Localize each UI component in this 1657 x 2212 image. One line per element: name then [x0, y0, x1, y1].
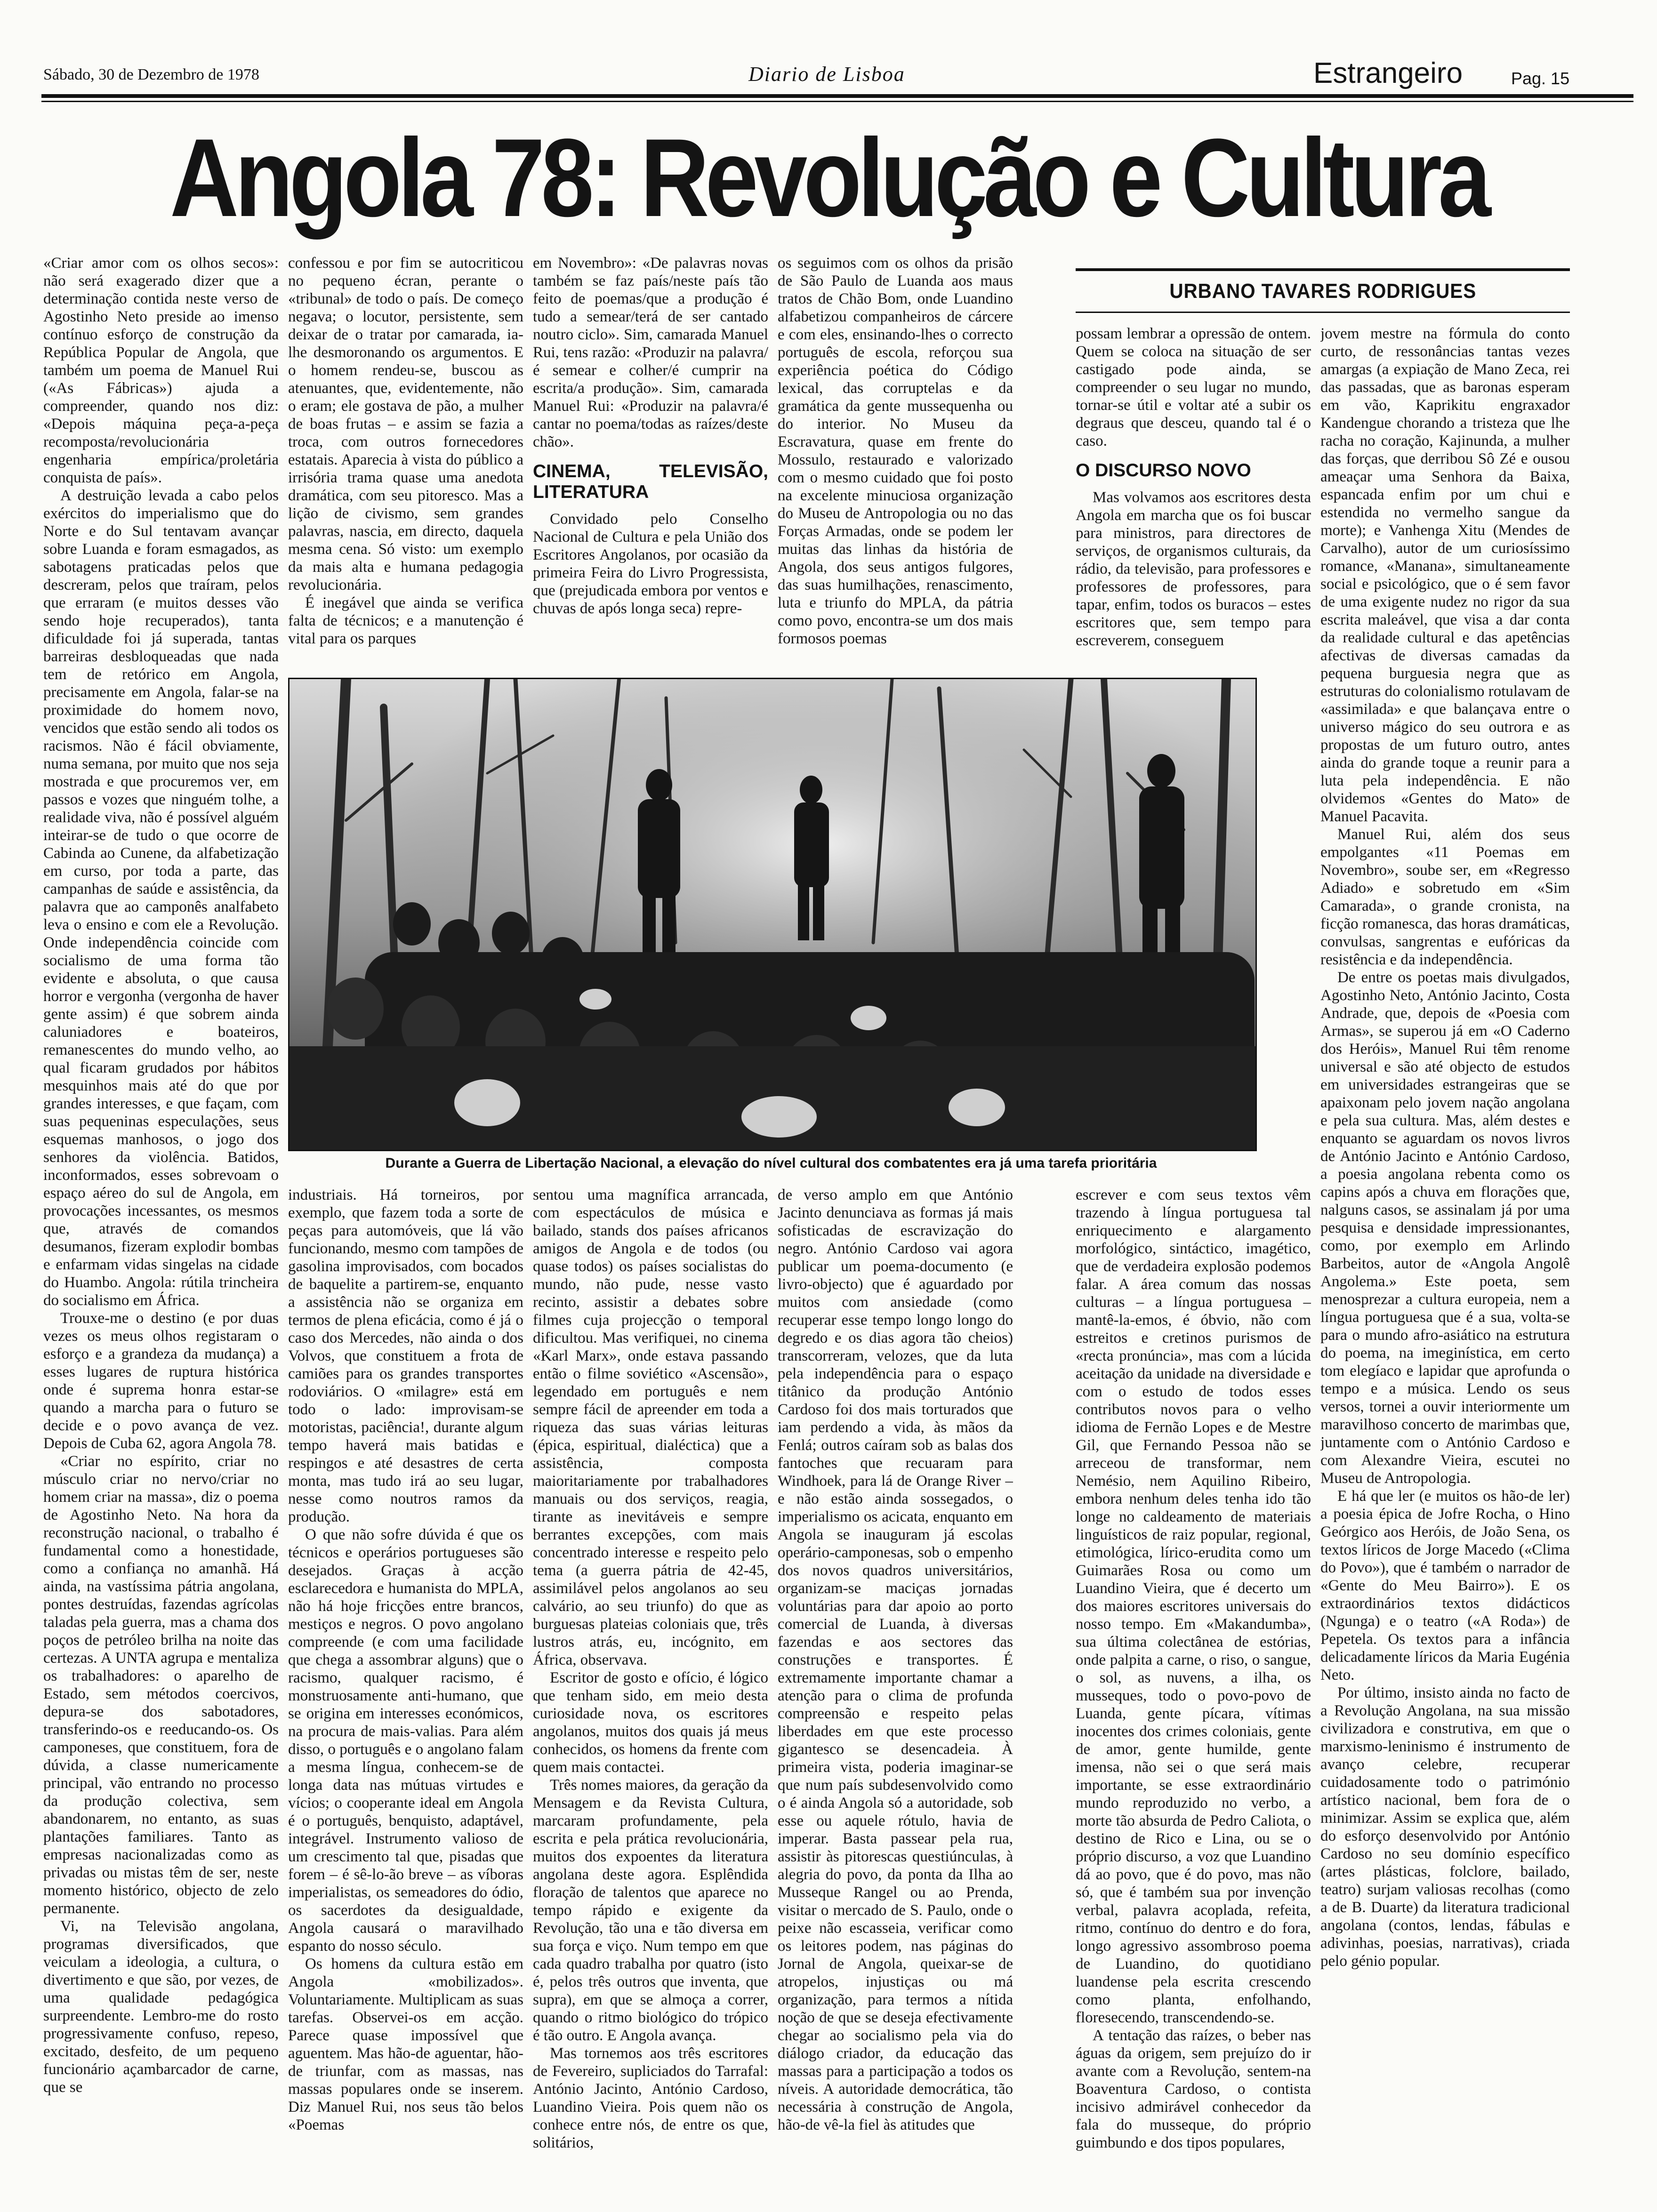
paragraph: Escritor de gosto e ofício, é lógico que tenham sido, em meio desta curiosidade nova, os escritores angolanos, muitos dos quais já meus conhecidos, os homens da frente com quem mais contactei.: [533, 1669, 768, 1776]
paragraph: «Criar amor com os olhos secos»: não será exagerado dizer que a determinação contida neste verso de Agostinho Neto preside ao imenso contínuo esforço de construção da República Popular de Angola, que também um poema de Manuel Rui («As Fábricas») ajuda a compreender, quando nos diz: «Depois máquina peça-a-peça recomposta/revolucionária engenharia empírica/proletária conquista de país».: [43, 255, 279, 486]
paragraph: Vi, na Televisão angolana, programas diversificados, que veiculam a ideologia, a cultura, o divertimento e que são, por vezes, de uma qualidade pedagógica surpreendente. Lembro-me do rosto progressivamente confuso, repeso, excitado, desfeito, de um pequeno funcionário açambarcador de carne, que se: [43, 1918, 279, 2096]
column-2-bottom: [288, 1186, 523, 2184]
paragraph: Trouxe-me o destino (e por duas vezes os meus olhos registaram o esforço e a grandeza da mudança) a esses lugares de ruptura histórica onde é suprema honra estar-se quando a marcha para o futuro se decide e o povo avança de vez. Depois de Cuba 62, agora Angola 78.: [43, 1310, 279, 1452]
masthead-rule: [41, 94, 1633, 98]
subhead-cinema: CINEMA, TELEVISÃO, LITERATURA: [533, 461, 768, 502]
byline-box: [1076, 268, 1570, 313]
paragraph: Os homens da cultura estão em Angola «mobilizados». Voluntariamente. Multiplicam as suas tarefas. Observei-os em acção. Parece quase impossível que aguentem. Mas hão-de aguentar, hão-de triunfar, com as massas, nas massas populares onde se inserem. Diz Manuel Rui, nos seus tão belos «Poemas: [288, 1956, 523, 2133]
paragraph: A destruição levada a cabo pelos exércitos do imperialismo que do Norte e do Sul tentavam avançar sobre Luanda e foram esmagados, as sabotagens praticadas pelos que descreram, pelos que traíram, pelos que erraram (e muitos desses vão sendo hoje recuperados), tanta dificuldade foi já superada, tantas barreiras desbloqueadas que nada tem de retórico em Angola, precisamente em Angola, falar-se na proximidade do homem novo, vencidos que estão sendo ali todos os racismos. Não é fácil obviamente, numa semana, por muito que nos seja mostrada e que procuremos ver, em passos e vozes que ninguém tolhe, a realidade viva, não é possível alguém inteirar-se de tudo o que ocorre de Cabinda ao Cunene, da alfabetização em curso, por toda a parte, das campanhas de saúde e assistência, da palavra que ao camponês analfabeto leva o ensino e com ele a Revolução. Onde independência coincide com socialismo de uma forma tão evidente e absoluta, o que causa horror e vergonha (vergonha de haver gente assim) é que sobrem ainda caluniadores e boateiros, remanescentes do mundo velho, ao qual ficaram grudados por hábitos mesquinhos mais até do que por grandes interesses, e que façam, com suas pequeninas especulações, seus esquemas manhosos, o jogo dos senhores da violência. Batidos, inconformados, esses sobrevoam o espaço aéreo do sul de Angola, em provocações incessantes, os mesmos que, através de comandos desumanos, fizeram explodir bombas e enfarmam vidas singelas na cidade do Huambo. Angola: rútila trincheira do socialismo em África.: [43, 487, 279, 1309]
masthead-rule-thin: [41, 101, 1633, 102]
paragraph: «Criar no espírito, criar no músculo criar no nervo/criar no homem criar na massa», diz o poema de Agostinho Neto. Na hora da reconstrução nacional, o trabalho é fundamental como a honestidade, como a confiança no amanhã. Há ainda, na vastíssima pátria angolana, pontes destruídas, fazendas agrícolas taladas pela guerra, mas a chama dos poços de petróleo brilha na noite das certezas. A UNTA agrupa e mentaliza os trabalhadores: o aparelho de Estado, sem métodos coercivos, depura-se dos sabotadores, transferindo-os e reeducando-os. Os camponeses, que constituem, fora de dúvida, a classe numericamente principal, vão entrando no processo da produção colectiva, sem abandonarem, no entanto, as suas plantações familiares. Tanto as empresas nacionalizadas como as privadas ou mistas têm de ser, neste momento histórico, objecto de zelo permanente.: [43, 1453, 279, 1917]
paragraph: E há que ler (e muitos os hão-de ler) a poesia épica de Jofre Rocha, o Hino Geórgico aos Heróis, de João Sena, os textos líricos de Jorge Macedo («Clima do Povo»), que é também o narrador de «Gente do Meu Bairro»). E os extraordinários textos didácticos (Ngunga) e o teatro («A Roda») de Pepetela. Os textos para a infância delicadamente líricos da Maria Eugénia Neto.: [1320, 1488, 1570, 1683]
column-4-top: [778, 254, 1013, 668]
column-3-bottom: [533, 1186, 768, 2184]
paragraph: O que não sofre dúvida é que os técnicos e operários portugueses são desejados. Graças à acção esclarecedora e humanista do MPLA, não há hoje fricções entre brancos, mestiços e negros. O povo angolano compreende (e com uma facilidade que chega a assombrar alguns) que o racismo, qualquer racismo, é monstruosamente anti-humano, que se origina em interesses económicos, na procura de mais-valias. Para além disso, o português e o angolano falam a mesma língua, conhecem-se de longa data nas mútuas virtudes e vícios; o cooperante ideal em Angola é o português, benquisto, adaptável, integrável. Instrumento valioso de um crescimento tal que, pisadas que forem – é sê-lo-ão breve – as víboras imperialistas, os semeadores do ódio, os sacerdotes da desigualdade, Angola causará o maravilhado espanto do nosso século.: [288, 1526, 523, 1955]
paragraph: escrever e com seus textos vêm trazendo à língua portuguesa tal enriquecimento e alargamento morfológico, sintáctico, imagético, que de verdadeira explosão podemos falar. A área comum das nossas culturas – a língua portuguesa – mantê-la-emos, é óbvio, não com estreitos e cretinos purismos de «recta pronúncia», mas com a lúcida aceitação da unidade na diversidade e com o estudo de todos esses contributos novos para o velho idioma de Fernão Lopes e de Mestre Gil, que Fernando Pessoa não se arreceou de transformar, nem Nemésio, nem Aquilino Ribeiro, embora nenhum deles tenha ido tão longe no caldeamento de materiais linguísticos de raiz popular, regional, etimológica, lírico-erudita como um Guimarães Rosa ou como um Luandino Vieira, que é decerto um dos maiores escritores universais do nosso tempo. Em «Makandumba», sua última colectânea de estórias, onde palpita a carne, o riso, o sangue, o sol, as nuvens, a ilha, os musseques, todo o povo-povo de Luanda, gente pícara, vítimas inocentes dos crimes coloniais, gente de amor, gente humilde, gente imensa, não sei o que será mais importante, se esse extraordinário mundo reproduzido no verbo, a morte tão absurda de Pedro Caliota, o destino de Rico e Lina, ou se o próprio discurso, a voz que Luandino dá ao povo, que é do povo, mas não só, que é também sua por invenção verbal, palavra acoplada, refeita, ritmo, contínuo do dentro e do fora, longo agressivo assombroso poema de Luandino, do quotidiano luandense pela escrita crescendo como planta, enfolhando, floresecendo, transcendendo-se.: [1076, 1186, 1311, 2026]
column-3-top: [533, 254, 768, 668]
paragraph: industriais. Há torneiros, por exemplo, que fazem toda a sorte de peças para automóveis, que lá vão funcionando, mesmo com tampões de gasolina improvisados, com bocados de baquelite a partirem-se, enquanto a assistência não se organiza em termos de plena eficácia, como é já o caso dos Mercedes, não ainda o dos Volvos, que constituem a frota de camiões para os grandes transportes rodoviários. O «milagre» está em todo o lado: improvisam-se motoristas, paciência!, durante algum tempo haverá mais batidas e respingos e até desastres de certa monta, mas tudo irá ao seu lugar, nesse como noutros ramos da produção.: [288, 1186, 523, 1525]
column-4-bottom: [778, 1186, 1013, 2184]
paragraph: jovem mestre na fórmula do conto curto, de ressonâncias tantas vezes amargas (a expiação de Mano Zeca, rei das passadas, que as baronas esperam em vão, Kaprikitu engraxador Kandengue chorando a tristeza que lhe racha no coração, Kajinunda, a mulher das forças, que derribou Sô Zé e ousou ameaçar uma Senhora da Baixa, espancada enfim por um chui e estendida no vermelho sangue da morte); e Vanhenga Xitu (Mendes de Carvalho), autor de um curiosíssimo romance, «Manana», simultaneamente social e psicológico, que o é sem favor de uma exigente nudez no rigor da sua escrita maleável, que visa a dar conta da realidade cultural e das apetências afectivas de diversas camadas da pequena burguesia negra que as estruturas do colonialismo rotulavam de «assimilada» e que balançava entre o universo mágico do seu outrora e as propostas de um futuro outro, antes ainda do grande toque a reunir para a luta pela independência. E não olvidemos «Gentes do Mato» de Manuel Pacavita.: [1320, 325, 1570, 825]
page-number: Pag. 15: [1511, 69, 1570, 88]
headline: Angola 78: Revolução e Cultura: [169, 116, 1488, 240]
paragraph: confessou e por fim se autocriticou no pequeno écran, perante o «tribunal» de todo o país. De começo negava; o locutor, persistente, sem deixar de o tratar por camarada, ia-lhe desmoronando os argumentos. E o homem rendeu-se, buscou as atenuantes, que, evidentemente, não o eram; ele gostava de pão, a mulher de boas frutas – e assim se fazia a troca, com outros fornecedores estatais. Aparecia à vista do público a irrisória trama quase uma anedota dramática, com seu pitoresco. Mas a lição de civismo, sem grandes palavras, nascia, em directo, daquela mesma cena. Só visto: um exemplo da mais alta e humana pedagogia revolucionária.: [288, 255, 523, 593]
paragraph: Três nomes maiores, da geração da Mensagem e da Revista Cultura, marcaram profundamente, pela escrita e pela prática revolucionária, muitos dos expoentes da literatura angolana deste agora. Esplêndida floração de talentos que aparece no tempo rápido e exigente da Revolução, tão una e tão diversa em sua força e viço. Num tempo em que cada quadro trabalha por quatro (isto é, pelos três outros que inventa, que supra), em que se almoça a correr, quando o ritmo biológico do trópico é tão outro. E Angola avança.: [533, 1777, 768, 2044]
column-5-top: [1076, 325, 1311, 668]
paragraph: os seguimos com os olhos da prisão de São Paulo de Luanda aos maus tratos de Chão Bom, onde Luandino alfabetizou companheiros de cárcere e com eles, ensinando-lhes o correcto português de escola, reforçou sua experiência poética do Código lexical, das corruptelas e da gramática da gente mussequenha ou do interior. No Museu da Escravatura, quase em frente do Mossulo, restaurado e valorizado com o mesmo cuidado que foi posto na excelente minuciosa organização do Museu de Antropologia ou no das Forças Armadas, onde se podem ler muitas das linhas da história de Angola, dos seus antigos fulgores, das suas humilhações, renascimento, luta e triunfo do MPLA, da pátria como povo, encontra-se um dos mais formosos poemas: [778, 255, 1013, 647]
newspaper-title: Diario de Lisboa: [748, 63, 905, 86]
paragraph: sentou uma magnífica arrancada, com espectáculos de música e bailado, stands dos países africanos amigos de Angola e de todos (ou quase todos) os países socialistas do mundo, não pude, nesse vasto recinto, assistir a debates sobre filmes cuja projecção o temporal dificultou. Mas verifiquei, no cinema «Karl Marx», onde estava passando então o filme soviético «Ascensão», legendado em português e nem sempre fácil de apreender em toda a riqueza das suas várias leituras (épica, espiritual, dialéctica) que a assistência, composta maioritariamente por trabalhadores manuais ou dos serviços, reagia, tirante as inevitáveis e sempre berrantes excepções, com mais concentrado interesse e respeito pelo tema (a guerra pátria de 42-45, assimilável pelos angolanos ao seu calvário, ao seu triunfo) do que as burguesas plateias coloniais que, três lustros atrás, eu, incógnito, em África, observava.: [533, 1186, 768, 1668]
masthead-date: Sábado, 30 de Dezembro de 1978: [43, 66, 259, 83]
section-label: Estrangeiro: [1313, 57, 1463, 89]
photo-guerrilla-meeting: [288, 678, 1257, 1151]
byline: URBANO TAVARES RODRIGUES: [1169, 280, 1476, 303]
photo-caption: Durante a Guerra de Libertação Nacional, a elevação do nível cultural dos combatentes era já uma tarefa prioritária: [385, 1155, 1157, 1171]
paragraph: de verso amplo em que António Jacinto denunciava as formas já mais sofisticadas de escravização do negro. António Cardoso vai agora publicar um poema-documento (e livro-objecto) que é aguardado por muitos com ansiedade (como recuperar esse tempo longo longo do degredo e os dias agora tão cheios) transcorreram, velozes, que da luta pela independência para o espaço titânico da produção António Cardoso foi dos mais torturados que iam perdendo a vida, às mãos da Fenlá; outros caíram sob as balas dos fantoches que recuaram para Windhoek, para lá de Orange River – e não estão ainda sossegados, o imperialismo os acicata, enquanto em Angola se inauguram já escolas operário-camponesas, sob o empenho dos novos quadros universitários, organizam-se maciças jornadas voluntárias para dar apoio ao porto comercial de Luanda, à diversas fazendas e aos sectores das construções e transportes. É extremamente importante chamar a atenção para o clima de profunda compreensão e respeito pelas liberdades em que este processo gigantesco se desencadeia. À primeira vista, poderia imaginar-se que num país subdesenvolvido como o é ainda Angola só a autoridade, sob esse ou aquele rótulo, havia de imperar. Basta passear pela rua, assistir às pitorescas questiúnculas, à alegria do povo, da ponta da Ilha ao Musseque Rangel ou ao Prenda, visitar o mercado de S. Paulo, onde o peixe não escasseia, verificar como os leitores podem, nas páginas do Jornal de Angola, queixar-se de atropelos, injustiças ou má organização, para termos a nítida noção de que se deseja efectivamente chegar ao socialismo pela via do diálogo criador, da educação das massas para a participação a todos os níveis. A autoridade democrática, tão necessária à construção de Angola, hão-de vê-la fiel às atitudes que: [778, 1186, 1013, 2133]
paragraph: Convidado pelo Conselho Nacional de Cultura e pela União dos Escritores Angolanos, por ocasião da primeira Feira do Livro Progressista, que (prejudicada embora por ventos e chuvas de após longa seca) repre-: [533, 511, 768, 617]
paragraph: Manuel Rui, além dos seus empolgantes «11 Poemas em Novembro», soube ser, em «Regresso Adiado» e sobretudo em «Sim Camarada», o grande cronista, na ficção romanesca, das horas dramáticas, convulsas, sangrentas e eufóricas da resistência e da independência.: [1320, 826, 1570, 968]
paragraph: Mas tornemos aos três escritores de Fevereiro, supliciados do Tarrafal: António Jacinto, António Cardoso, Luandino Vieira. Pois quem não os conhece entre nós, de entre os que, solitários,: [533, 2045, 768, 2151]
paragraph: A tentação das raízes, o beber nas águas da origem, sem prejuízo do ir avante com a Revolução, sentem-na Boaventura Cardoso, o contista incisivo admirável conhecedor da fala do musseque, do próprio guimbundo e dos tipos populares,: [1076, 2027, 1311, 2151]
photo-illustration: [290, 679, 1255, 1150]
paragraph: Por último, insisto ainda no facto de a Revolução Angolana, na sua missão civilizadora e construtiva, em que o marxismo-leninismo é instrumento de avanço celebre, recuperar cuidadosamente todo o património artístico nacional, bem fora de o minimizar. Assim se explica que, além do esforço desenvolvido por António Cardoso no seu domínio específico (artes plásticas, folclore, bailado, teatro) surjam valiosas recolhas (como a de B. Duarte) da literatura tradicional angolana (contos, lendas, fábulas e adivinhas, poesias, narrativas), criada pelo génio popular.: [1320, 1684, 1570, 1970]
column-5-bottom: [1076, 1186, 1311, 2184]
paragraph: possam lembrar a opressão de ontem. Quem se coloca na situação de ser castigado pode ainda, se compreender o seu lugar no mundo, tornar-se útil e voltar até a subir os degraus que desceu, quando tal é o caso.: [1076, 325, 1311, 449]
paragraph: De entre os poetas mais divulgados, Agostinho Neto, António Jacinto, Costa Andrade, que, depois de «Poesia com Armas», se superou já em «O Caderno dos Heróis», Manuel Rui têm renome universal e são até objecto de estudos em universidades estrangeiras que se apaixonam pelo jovem nação angolana e pela sua cultura. Mas, além destes e enquanto se aguardam os novos livros de António Jacinto e António Cardoso, a poesia angolana rebenta como os capins após a chuva em florações que, nalguns casos, se assinalam já por uma pesquisa e densidade impressionantes, como, por exemplo em Arlindo Barbeitos, autor de «Angola Angolê Angolema.» Este poeta, sem menosprezar a cultura europeia, nem a língua portuguesa que é a sua, volta-se para o mundo afro-asiático na estrutura do poema, na imeginística, em certo tom elegíaco e lapidar que aprofunda o tempo e a música. Lendo os seus versos, tornei a ouvir interiormente um maravilhoso concerto de marimbas que, juntamente com o António Cardoso e com Alexandre Vieira, escutei no Museu de Antropologia.: [1320, 969, 1570, 1487]
subhead-discurso: O DISCURSO NOVO: [1076, 460, 1251, 481]
paragraph: É inegável que ainda se verifica falta de técnicos; e a manutenção é vital para os parques: [288, 594, 523, 647]
column-1: [43, 254, 279, 2184]
paragraph: em Novembro»: «De palavras novas também se faz país/neste país tão feito de poemas/que a produção é tudo a semear/terá de ser cantado noutro ciclo». Sim, camarada Manuel Rui, tens razão: «Produzir na palavra/é semear e colher/é cumprir na escrita/a produção». Sim, camarada Manuel Rui: «Produzir na palavra/é cantar no poema/todas as raízes/deste chão».: [533, 255, 768, 450]
column-2-top: [288, 254, 523, 668]
paragraph: Mas volvamos aos escritores desta Angola em marcha que os foi buscar para ministros, para directores de serviços, de organismos culturais, da rádio, da televisão, para professores e professores de professores, para tapar, enfim, todos os buracos – estes escritores que, sem tempo para escreverem, conseguem: [1076, 489, 1311, 649]
column-6: [1320, 325, 1570, 2184]
